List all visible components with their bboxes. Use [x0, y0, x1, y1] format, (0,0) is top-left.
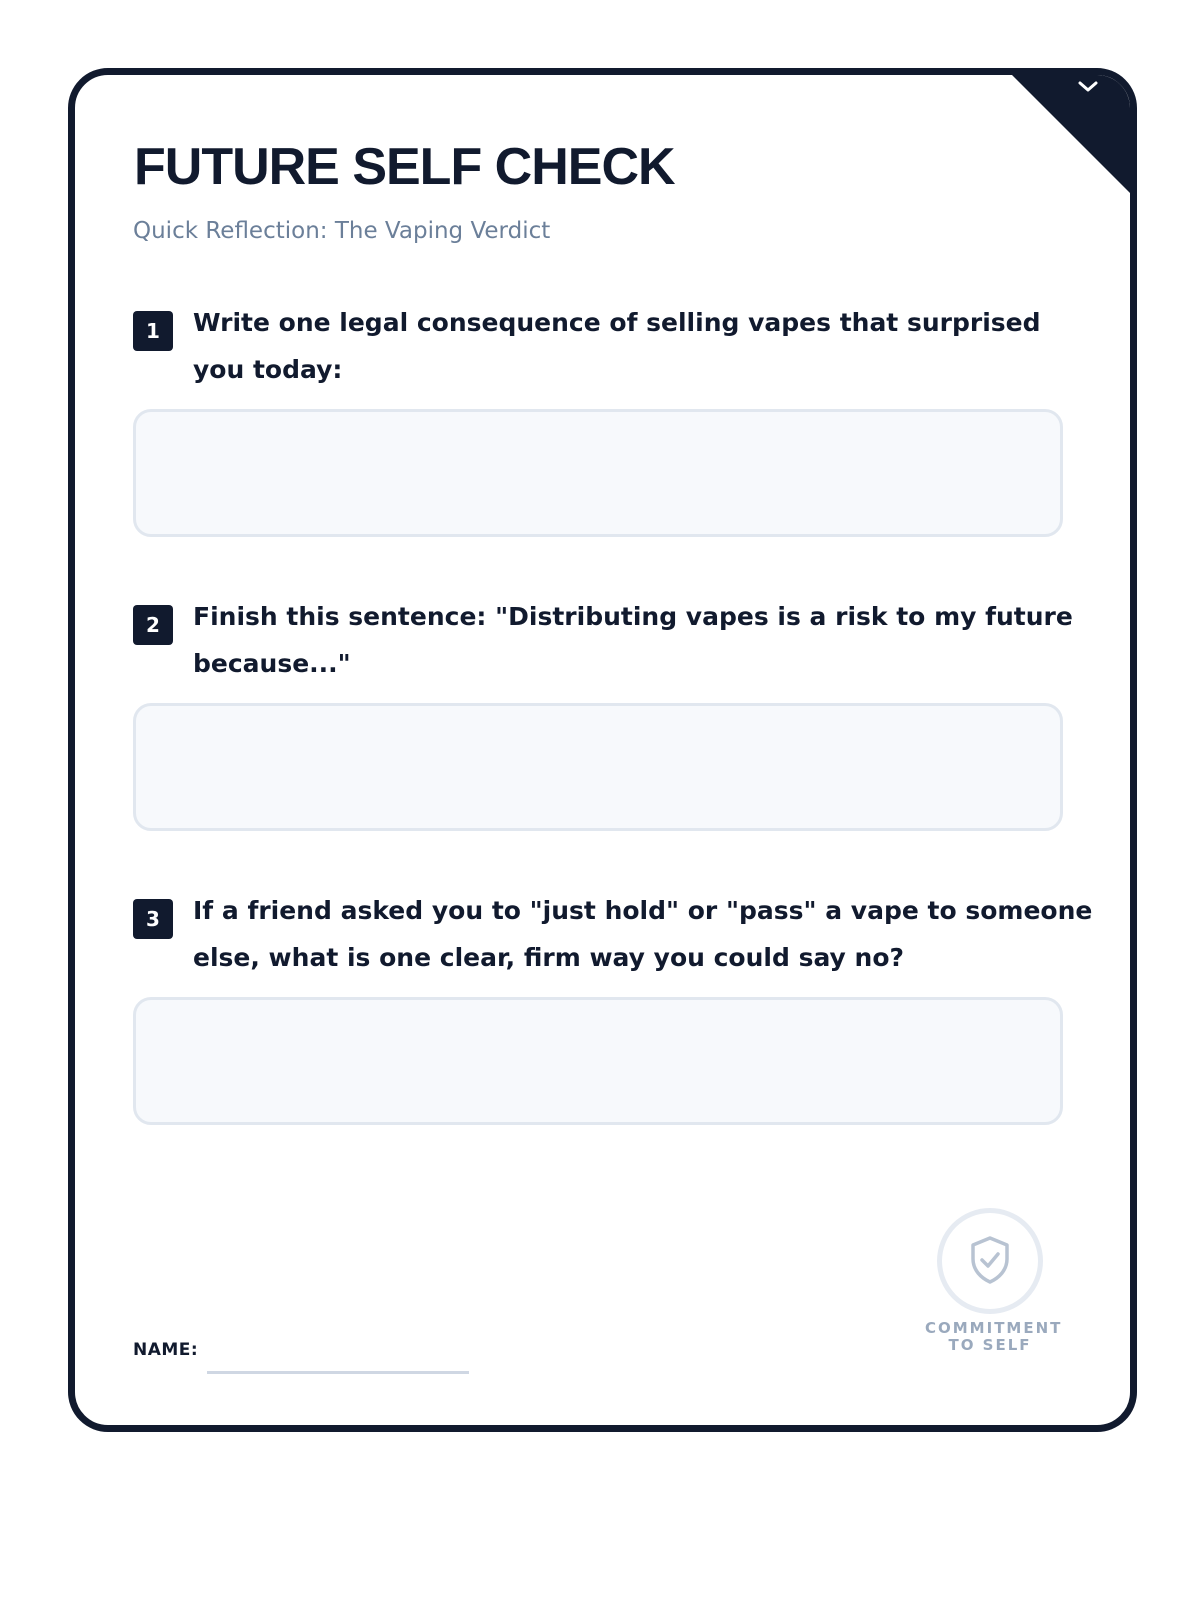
- chevron-down-icon: [1076, 79, 1100, 95]
- question-1: [133, 299, 1093, 399]
- question-header: [133, 299, 1093, 399]
- answer-field-2[interactable]: [133, 703, 1063, 831]
- answer-field-3[interactable]: [133, 997, 1063, 1125]
- shield-check-icon: [968, 1235, 1012, 1285]
- question-number-badge: 3: [133, 899, 173, 939]
- corner-fold: [1012, 75, 1130, 193]
- question-3: [133, 887, 1093, 987]
- badge-line-1: COMMITMENT: [925, 1319, 1063, 1337]
- commitment-badge: [925, 1208, 1063, 1354]
- page-title: FUTURE SELF CHECK: [134, 138, 675, 196]
- question-text: If a friend asked you to "just hold" or "pass" a vape to someone else, what is one clear, firm way you could say no?: [193, 896, 1093, 972]
- answer-field-1[interactable]: [133, 409, 1063, 537]
- question-text: Finish this sentence: "Distributing vapes is a risk to my future because...": [193, 602, 1073, 678]
- name-row: [133, 1337, 473, 1367]
- badge-line-2: TO SELF: [948, 1336, 1032, 1354]
- name-label: NAME:: [133, 1340, 199, 1360]
- question-number-badge: 1: [133, 311, 173, 351]
- question-2: [133, 593, 1093, 693]
- page-subtitle: Quick Reflection: The Vaping Verdict: [133, 218, 551, 244]
- name-field[interactable]: [207, 1351, 469, 1374]
- question-header: [133, 887, 1093, 987]
- question-number-badge: 2: [133, 605, 173, 645]
- question-text: Write one legal consequence of selling vapes that surprised you today:: [193, 308, 1041, 384]
- badge-text: [925, 1319, 1063, 1354]
- badge-circle: [937, 1208, 1043, 1314]
- worksheet-card: [68, 68, 1137, 1432]
- question-header: [133, 593, 1093, 693]
